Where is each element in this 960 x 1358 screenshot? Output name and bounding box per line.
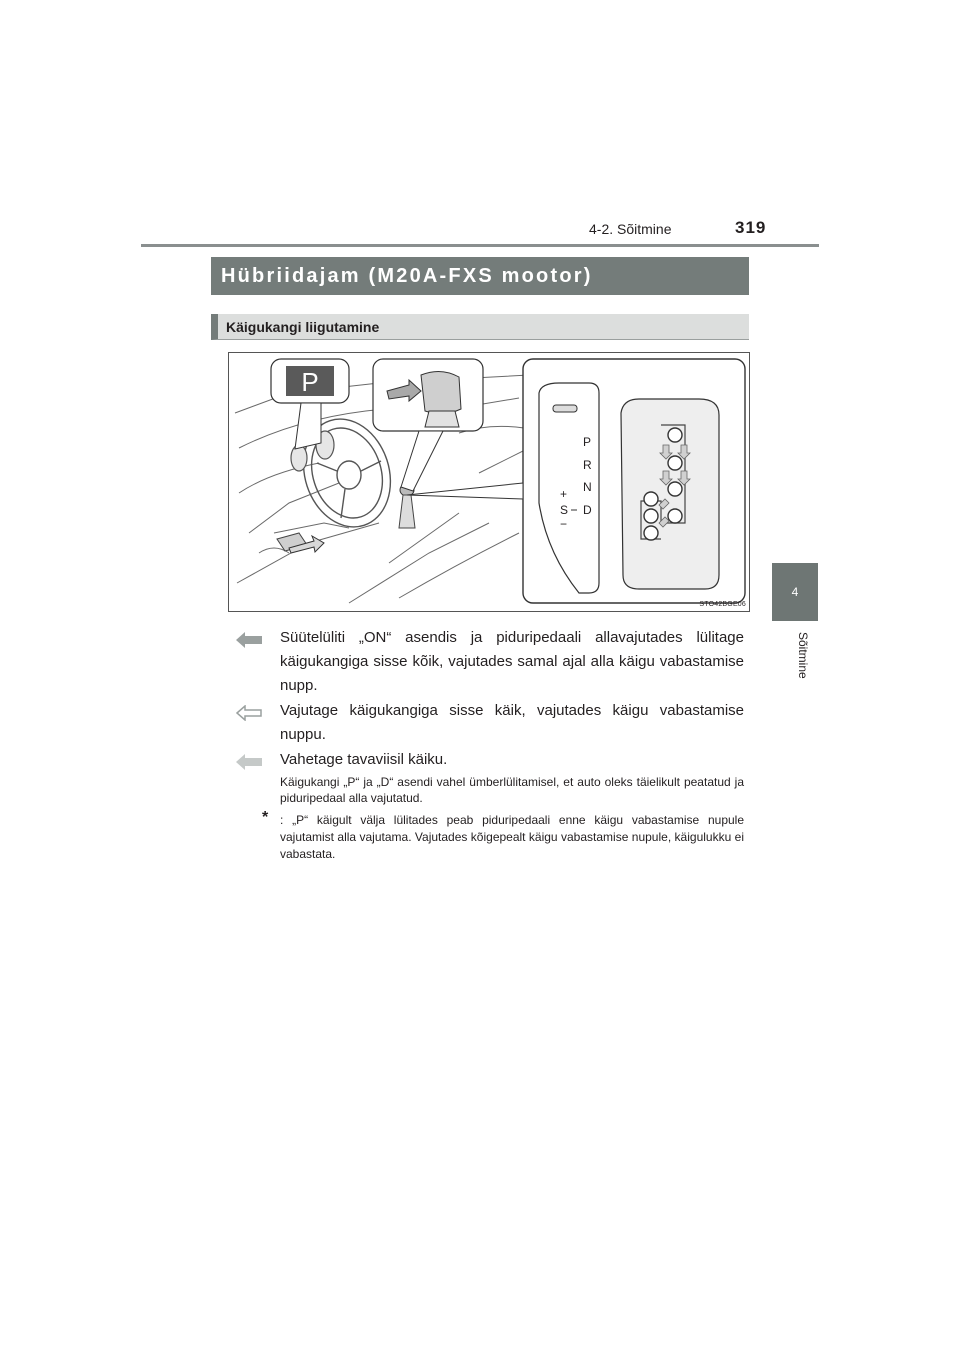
step-1-arrow-icon bbox=[236, 632, 262, 648]
shift-note: Käigukangi „P“ ja „D“ asendi vahel ümberlülitamisel, et auto oleks täielikult peatatud ja piduripedaal alla vajutatud. bbox=[280, 775, 744, 805]
gear-position-p: P bbox=[583, 435, 592, 449]
p-callout-letter: P bbox=[301, 367, 319, 397]
s-mode-plus: + bbox=[560, 487, 568, 501]
section-subtitle: Käigukangi liigutamine bbox=[211, 314, 749, 340]
figure-code: STO42BGE06 bbox=[699, 601, 746, 608]
gear-position-n: N bbox=[583, 480, 592, 494]
step-3-text: Vahetage tavaviisil käiku. bbox=[280, 751, 448, 768]
shift-lever-illustration bbox=[229, 353, 749, 611]
step-3-arrow-icon bbox=[236, 754, 262, 770]
step-2-arrow-icon bbox=[236, 705, 262, 721]
p-indicator-callout bbox=[271, 359, 349, 449]
step-2-text: Vajutage käigukangiga sisse käik, vajutades käigu vabastamise nuppu. bbox=[280, 702, 744, 743]
chapter-tab-label: Sõitmine bbox=[796, 632, 810, 679]
chapter-tab[interactable]: 4 bbox=[772, 563, 818, 621]
header-section: 4-2. Sõitmine bbox=[589, 221, 672, 237]
page-number: 319 bbox=[735, 218, 767, 237]
footnote-text: : „P“ käigult välja lülitades peab piduripedaali enne käigu vabastamise nupule vajutamist alla vajutama. Vajutades kõigepealt käigu vabastamise nupule, käigulukku ei vabastata. bbox=[280, 813, 744, 861]
brake-pedal-icon bbox=[277, 533, 324, 553]
s-mode-s: S bbox=[560, 503, 569, 517]
footnote-marker: * bbox=[262, 809, 269, 826]
header-rule bbox=[141, 244, 819, 247]
gear-position-r: R bbox=[583, 458, 592, 472]
shift-lever-figure bbox=[228, 352, 750, 612]
gear-position-d: D bbox=[583, 503, 592, 517]
s-mode-minus: − bbox=[560, 517, 568, 531]
section-title: Hübriidajam (M20A-FXS mootor) bbox=[211, 257, 749, 295]
step-1-text: Süütelüliti „ON“ asendis ja piduripedaali allavajutades lülitage käigukangiga sisse kõik, vajutades samal ajal alla käigu vabastamise nupp. bbox=[280, 629, 744, 694]
